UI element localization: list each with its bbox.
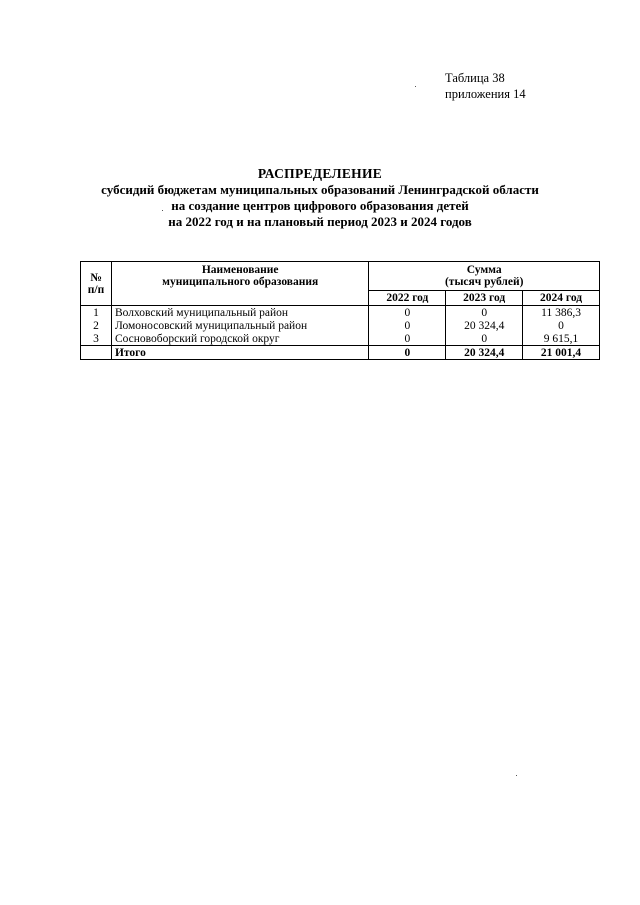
- title-line-3: на 2022 год и на плановый период 2023 и 2024 годов: [168, 214, 472, 229]
- header-sum-line-2: (тысяч рублей): [444, 276, 524, 288]
- row-number: 3: [81, 332, 112, 346]
- row-value-2022: 0: [369, 319, 446, 332]
- appendix-number: приложения 14: [445, 87, 526, 101]
- table-row: [81, 306, 600, 320]
- row-number: 1: [81, 306, 112, 320]
- row-municipality: Волховский муниципальный район: [111, 306, 368, 320]
- row-municipality: Ломоносовский муниципальный район: [111, 319, 368, 332]
- row-value-2023: 20 324,4: [446, 319, 523, 332]
- row-value-2024: 9 615,1: [523, 332, 600, 346]
- document-title: [0, 166, 640, 230]
- title-line-2: на создание центров цифрового образования детей: [171, 198, 469, 213]
- header-name-line-2: муниципального образования: [162, 276, 319, 288]
- header-sum: [369, 262, 600, 291]
- scan-speck: [415, 86, 416, 87]
- total-number-cell: [81, 346, 112, 360]
- row-number: 2: [81, 319, 112, 332]
- header-year-2024: 2024 год: [523, 291, 600, 306]
- title-line-1: субсидий бюджетам муниципальных образований Ленинградской области: [101, 182, 539, 197]
- row-value-2024: 11 386,3: [523, 306, 600, 320]
- total-value-2022: 0: [369, 346, 446, 360]
- header-sum-line-1: Сумма: [466, 264, 502, 276]
- row-value-2023: 0: [446, 332, 523, 346]
- scan-speck: [516, 775, 517, 776]
- row-value-2023: 0: [446, 306, 523, 320]
- row-value-2024: 0: [523, 319, 600, 332]
- header-name-line-1: Наименование: [201, 264, 279, 276]
- subsidy-distribution-table: [80, 261, 600, 360]
- row-value-2022: 0: [369, 332, 446, 346]
- title-main: РАСПРЕДЕЛЕНИЕ: [257, 166, 383, 181]
- total-value-2024: 21 001,4: [523, 346, 600, 360]
- appendix-table-number: Таблица 38: [445, 71, 505, 85]
- header-name: [111, 262, 368, 306]
- table-total-row: [81, 346, 600, 360]
- scan-speck: [162, 210, 163, 211]
- table-row: [81, 319, 600, 332]
- header-year-2022: 2022 год: [369, 291, 446, 306]
- appendix-reference: [445, 70, 526, 102]
- row-municipality: Сосновоборский городской округ: [111, 332, 368, 346]
- header-number: [81, 262, 112, 306]
- header-number-text: № п/п: [87, 271, 105, 296]
- total-label: Итого: [111, 346, 368, 360]
- row-value-2022: 0: [369, 306, 446, 320]
- total-value-2023: 20 324,4: [446, 346, 523, 360]
- table-row: [81, 332, 600, 346]
- header-year-2023: 2023 год: [446, 291, 523, 306]
